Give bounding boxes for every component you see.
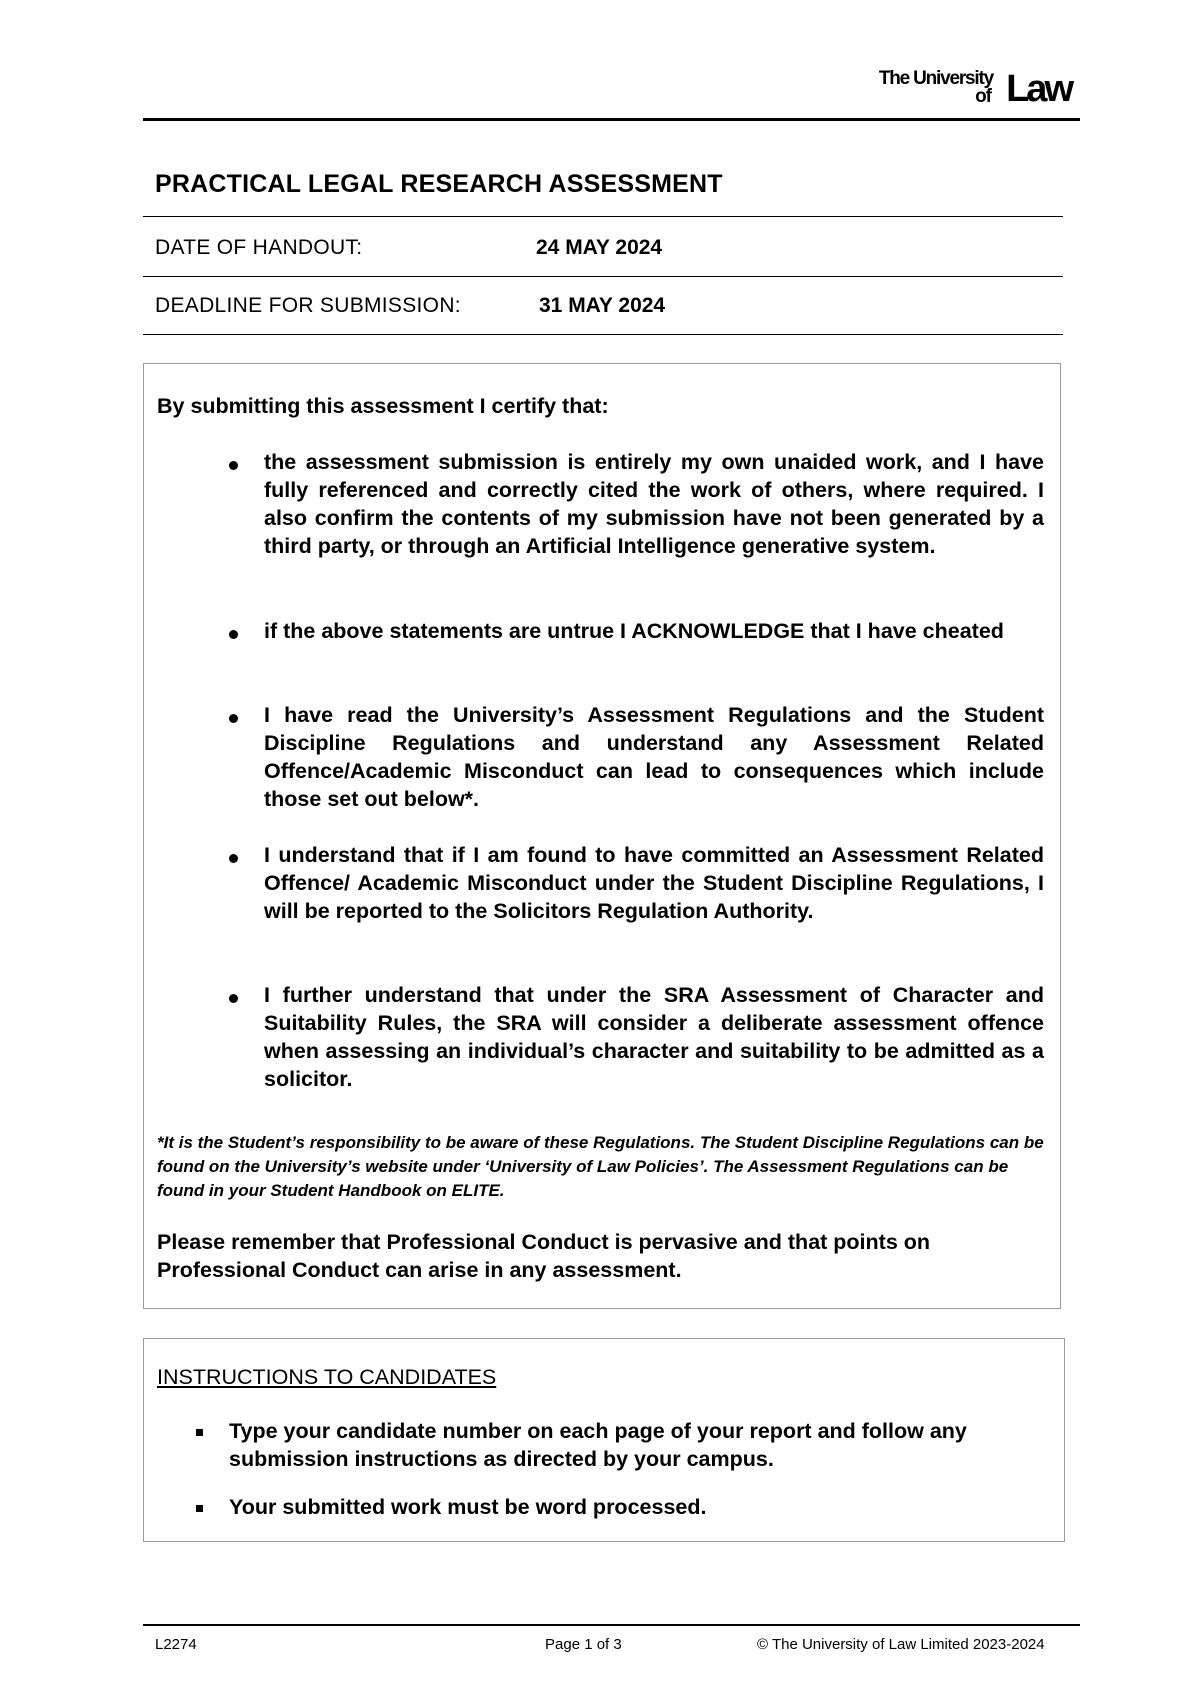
- certification-item: I understand that if I am found to have committed an Assessment Related Offence/ Academic Misconduct under the Student Discipline Regulations, I will be reported to the Solicitors Regulation Authority.: [264, 843, 1044, 923]
- bullet-dot-icon: [229, 714, 238, 723]
- instructions-heading: INSTRUCTIONS TO CANDIDATES: [157, 1365, 497, 1389]
- handout-label: DATE OF HANDOUT:: [155, 236, 363, 259]
- certification-item: I further understand that under the SRA Assessment of Character and Suitability Rules, the SRA will consider a deliberate assessment offence when assessing an individual’s character and suitability to be admitted as a solicitor.: [264, 983, 1044, 1091]
- logo-line1: The University: [878, 68, 993, 89]
- page-title: PRACTICAL LEGAL RESEARCH ASSESSMENT: [155, 170, 723, 198]
- certification-box: [143, 363, 1061, 1309]
- footer-rule: [143, 1624, 1080, 1626]
- square-bullet-icon: [196, 1505, 203, 1512]
- logo-line2: of: [975, 86, 991, 107]
- certification-intro: By submitting this assessment I certify that:: [157, 394, 609, 418]
- bullet-dot-icon: [229, 994, 238, 1003]
- footer-page-number: Page 1 of 3: [545, 1636, 622, 1653]
- square-bullet-icon: [196, 1429, 203, 1436]
- footer-code: L2274: [155, 1636, 197, 1653]
- bullet-dot-icon: [229, 461, 238, 470]
- deadline-value: 31 MAY 2024: [539, 294, 666, 317]
- certification-item: I have read the University’s Assessment Regulations and the Student Discipline Regulations and understand any Assessment Related Offence/Academic Misconduct can lead to consequences which include those set out below*.: [264, 703, 1044, 811]
- certification-item: the assessment submission is entirely my own unaided work, and I have fully referenced and correctly cited the work of others, where required. I also confirm the contents of my submission have not been generated by a third party, or through an Artificial Intelligence generative system.: [264, 450, 1044, 558]
- handout-value: 24 MAY 2024: [536, 236, 663, 259]
- regulations-note: *It is the Student’s responsibility to be aware of these Regulations. The Student Discipline Regulations can be found on the University’s website under ‘University of Law Policies’. The Assessment Regulations can be found in your Student Handbook on ELITE.: [157, 1133, 1044, 1200]
- header-rule: [143, 118, 1080, 121]
- university-logo: [851, 66, 1071, 108]
- certification-item: if the above statements are untrue I ACKNOWLEDGE that I have cheated: [264, 619, 1004, 643]
- instruction-item: Your submitted work must be word processed.: [229, 1495, 707, 1519]
- handout-divider: [143, 276, 1063, 277]
- professional-conduct-note: Please remember that Professional Conduct is pervasive and that points on Professional Conduct can arise in any assessment.: [157, 1230, 931, 1282]
- deadline-divider: [143, 334, 1063, 335]
- bullet-dot-icon: [229, 854, 238, 863]
- deadline-label: DEADLINE FOR SUBMISSION:: [155, 294, 461, 317]
- footer-copyright: © The University of Law Limited 2023-2024: [757, 1636, 1045, 1653]
- logo-law: Law: [1006, 68, 1071, 110]
- instructions-box: [143, 1338, 1065, 1542]
- title-divider: [143, 216, 1063, 217]
- bullet-dot-icon: [229, 630, 238, 639]
- instruction-item: Type your candidate number on each page of your report and follow any submission instructions as directed by your campus.: [229, 1419, 967, 1471]
